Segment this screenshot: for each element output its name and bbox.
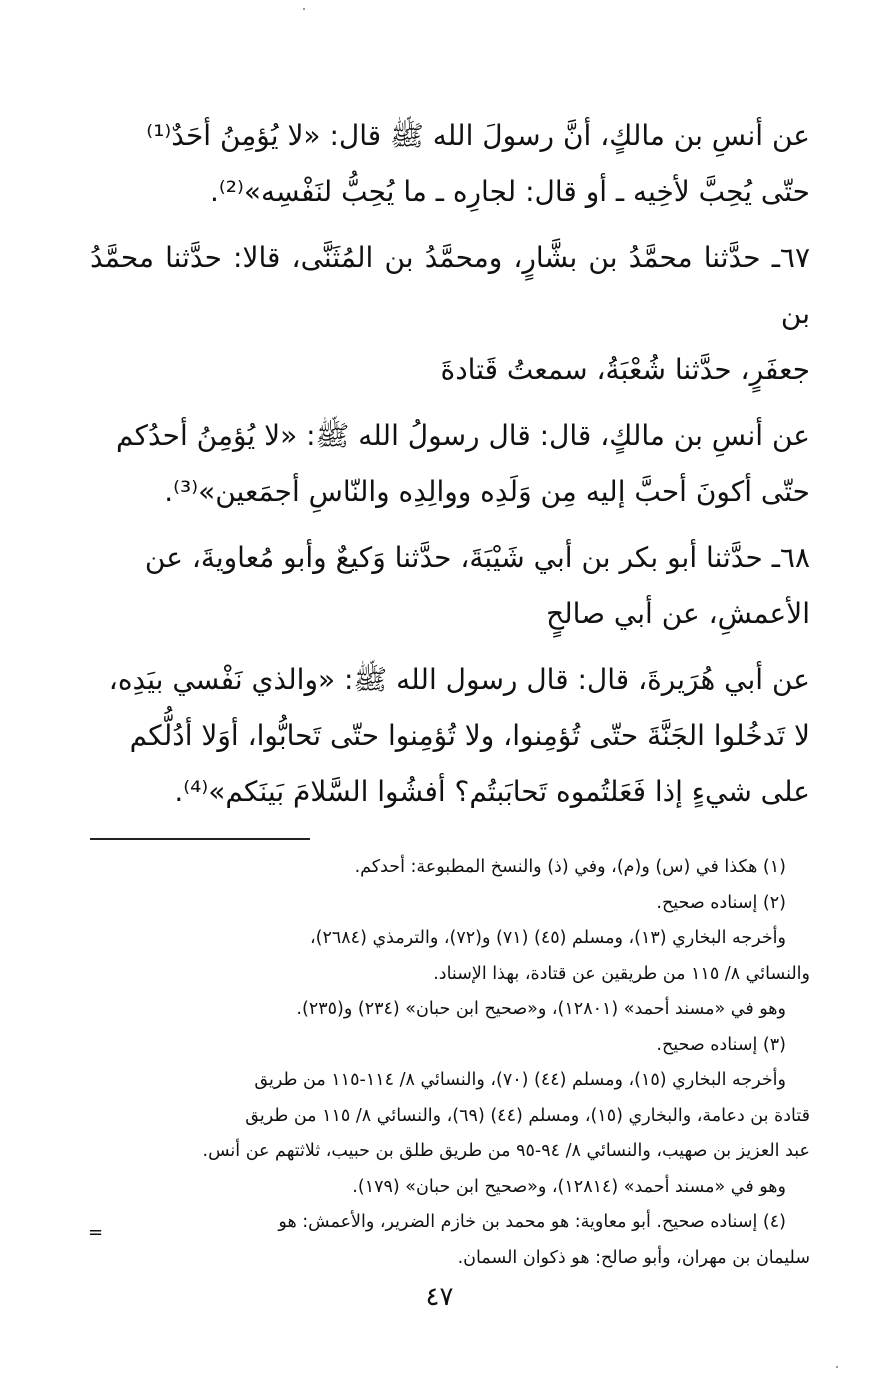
- scan-speck: [836, 1366, 838, 1368]
- text-line: حتّى أكونَ أحبَّ إليه مِن وَلَدِه ووالِدِه والنّاسِ أجمَعين»⁽³⁾.: [164, 475, 810, 508]
- scan-speck: [303, 8, 305, 10]
- isnad-paragraph-67: [90, 230, 810, 398]
- text-line: حتّى يُحِبَّ لأخِيه ـ أو قال: لجارِه ـ ما يُحِبُّ لنَفْسِه»⁽²⁾.: [210, 175, 810, 208]
- page-body: [90, 108, 810, 1276]
- footnote-1: (١) هكذا في (س) و(م)، وفي (ذ) والنسخ المطبوعة: أحدكم.: [354, 857, 786, 877]
- hadith-paragraph-2: [90, 408, 810, 520]
- text-line: عن أبي هُرَيرةَ، قال: قال رسول الله ﷺ: «والذي نَفْسي بيَدِه،: [108, 663, 810, 696]
- text-line: جعفَرٍ، حدَّثنا شُعْبَةُ، سمعتُ قَتادةَ: [440, 353, 810, 386]
- text-line: عن أنسِ بن مالكٍ، قال: قال رسولُ الله ﷺ: «لا يُؤمِنُ أحدُكم: [115, 419, 810, 452]
- text-line: على شيءٍ إذا فَعَلتُموه تَحابَبتُم؟ أفشُوا السَّلامَ بَينَكم»⁽⁴⁾.: [174, 775, 810, 808]
- footnote-3: (٣) إسناده صحيح.: [656, 1034, 786, 1055]
- footnote-line: وأخرجه البخاري (١٣)، ومسلم (٤٥) (٧١) و(٧٢)، والترمذي (٢٦٨٤)،: [309, 928, 786, 948]
- footnote-line: سليمان بن مهران، وأبو صالح: هو ذكوان السمان.: [457, 1247, 810, 1268]
- footnote-line: قتادة بن دعامة، والبخاري (١٥)، ومسلم (٤٤) (٦٩)، والنسائي ٨/ ١١٥ من طريق: [245, 1105, 810, 1126]
- footnote-line: عبد العزيز بن صهيب، والنسائي ٨/ ٩٤-٩٥ من طريق طلق بن حبيب، ثلاثتهم عن أنس.: [202, 1141, 810, 1161]
- footnote-4: (٤) إسناده صحيح. أبو معاوية: هو محمد بن خازم الضرير، والأعمش: هو: [278, 1212, 786, 1232]
- footnote-separator: [90, 838, 310, 840]
- text-line: ٦٧ـ حدَّثنا محمَّدُ بن بشَّارٍ، ومحمَّدُ بن المُثَنَّى، قالا: حدَّثنا محمَّدُ بن: [90, 241, 810, 330]
- text-line: عن أنسِ بن مالكٍ، أنَّ رسولَ الله ﷺ قال: «لا يُؤمِنُ أحَدٌ⁽¹⁾: [146, 119, 810, 152]
- text-line: لا تَدخُلوا الجَنَّةَ حتّى تُؤمِنوا، ولا تُؤمِنوا حتّى تَحابُّوا، أوَلا أدُلُّكم: [129, 719, 810, 752]
- text-line: الأعمشِ، عن أبي صالحٍ: [546, 597, 810, 630]
- footnote-line: وهو في «مسند أحمد» (١٢٨١٤)، و«صحيح ابن حبان» (١٧٩).: [352, 1176, 786, 1197]
- footnote-line: والنسائي ٨/ ١١٥ من طريقين عن قتادة، بهذا الإسناد.: [433, 963, 810, 984]
- page-number: ٤٧: [425, 1282, 454, 1312]
- footnotes: [90, 850, 810, 1276]
- footnote-line: وهو في «مسند أحمد» (١٢٨٠١)، و«صحيح ابن حبان» (٢٣٤) و(٢٣٥).: [296, 999, 786, 1019]
- isnad-paragraph-68: [90, 530, 810, 642]
- continuation-mark: =: [88, 1222, 104, 1243]
- hadith-paragraph-3: [90, 652, 810, 820]
- footnote-line: وأخرجه البخاري (١٥)، ومسلم (٤٤) (٧٠)، والنسائي ٨/ ١١٤-١١٥ من طريق: [254, 1070, 786, 1090]
- text-line: ٦٨ـ حدَّثنا أبو بكر بن أبي شَيْبَةَ، حدَّثنا وَكيعٌ وأبو مُعاويةَ، عن: [144, 541, 810, 574]
- hadith-paragraph-1: [90, 108, 810, 220]
- footnote-2: (٢) إسناده صحيح.: [656, 892, 786, 913]
